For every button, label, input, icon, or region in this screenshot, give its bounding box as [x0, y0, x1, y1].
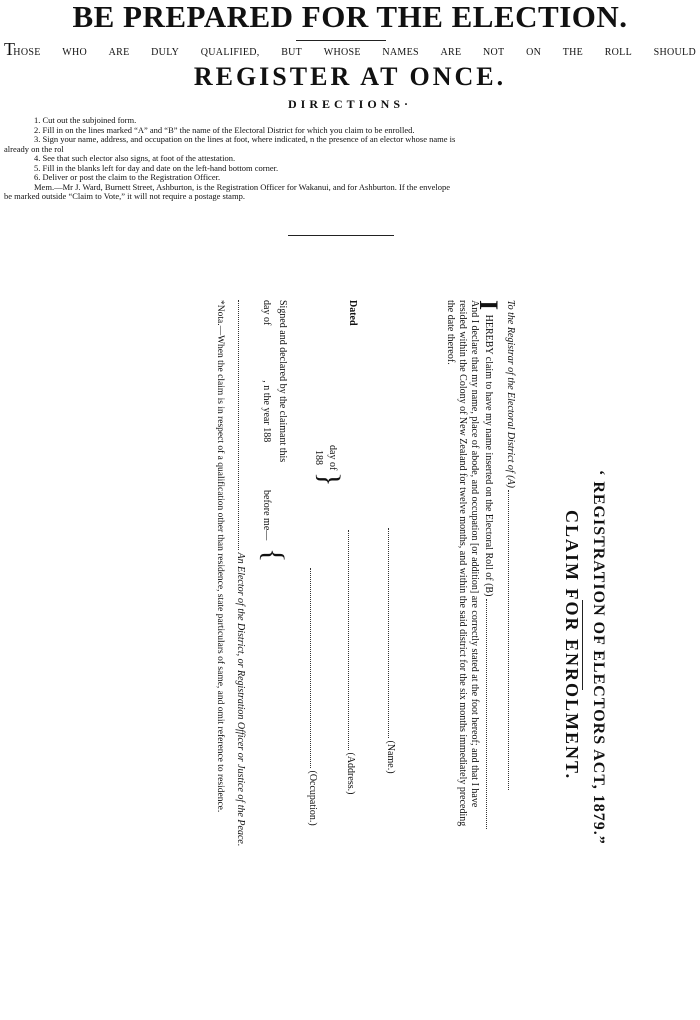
subhead-word: ON	[526, 47, 542, 58]
day-of-label: day of	[327, 445, 338, 471]
subhead-word: DULY	[151, 47, 180, 58]
subhead-word: THE	[562, 47, 584, 58]
brace-icon: {	[257, 548, 290, 563]
subhead-word: WHO	[62, 47, 88, 58]
to-registrar-text: To the Registrar of the Electoral District of (A)	[505, 300, 516, 488]
district-a-field[interactable]	[508, 490, 509, 790]
subhead-word: SHOULD	[653, 47, 696, 58]
day-of-text: day of	[261, 300, 272, 326]
directions-title: DIRECTIONS·	[287, 97, 413, 111]
initial-letter: I	[474, 300, 503, 311]
elector-label: An Elector of the District, or Registration Officer or Justice of the Peace.	[235, 552, 246, 847]
direction-item: 6. Deliver or post the claim to the Registration Officer.	[34, 172, 221, 182]
subhead-word: ARE	[440, 47, 462, 58]
subhead-word: THOSE	[4, 39, 41, 59]
elector-line	[234, 300, 246, 846]
direction-item: 1. Cut out the subjoined form.	[34, 115, 137, 125]
subheadline	[4, 39, 696, 59]
occupation-line	[306, 568, 318, 826]
register-heading: REGISTER AT ONCE.	[193, 62, 507, 91]
claim-body-line: resided within the Colony of New Zealand for twelve months, and within the said district for the six months immediately preceding	[457, 300, 468, 827]
claim-form	[86, 300, 606, 1020]
directions-list	[4, 116, 696, 202]
elector-signature-field[interactable]	[238, 300, 239, 550]
subhead-word: BUT	[281, 47, 303, 58]
direction-item: 3. Sign your name, address, and occupation on the lines at foot, where indicated, n the presence of an elector whose name is	[34, 134, 456, 144]
subhead-word: WHOSE	[323, 47, 361, 58]
divider	[296, 40, 386, 41]
direction-item: 4. See that such elector also signs, at foot of the attestation.	[34, 153, 236, 163]
nota-footnote: *Nota.—When the claim is in respect of a qualification other than residence, state particulars of same, and omit reference to residence.	[215, 300, 225, 813]
subhead-word: ARE	[108, 47, 130, 58]
year-label: 188	[313, 450, 324, 465]
address-field[interactable]	[348, 530, 349, 750]
headline: BE PREPARED FOR THE ELECTION.	[72, 0, 628, 34]
district-b-field[interactable]	[486, 599, 487, 829]
occupation-field[interactable]	[310, 568, 311, 768]
direction-item: already on the rol	[4, 143, 64, 154]
name-label: (Name.)	[385, 740, 396, 774]
memo-line: be marked outside “Claim to Vote,” it will not require a postage stamp.	[4, 191, 245, 201]
claim-body-line: the date thereof.	[445, 300, 456, 365]
claim-text: HEREBY claim to have my name inserted on the Electoral Roll of (B)	[483, 314, 494, 597]
before-me-label: before me—	[261, 490, 272, 541]
subhead-word: QUALIFIED,	[200, 47, 260, 58]
section-divider	[288, 235, 394, 236]
name-line	[384, 528, 396, 774]
title-rule	[582, 600, 583, 690]
dated-label: Dated	[347, 300, 358, 326]
in-the-year-text: , n the year 188	[261, 380, 272, 443]
brace-icon: }	[313, 472, 346, 487]
address-label: (Address.)	[345, 752, 356, 795]
direction-item: 2. Fill in on the lines marked “A” and “B” the name of the Electoral District for which you claim to be enrolled.	[34, 124, 415, 135]
to-registrar-line	[504, 300, 516, 790]
name-field[interactable]	[388, 528, 389, 738]
claim-title: CLAIM FOR ENROLMENT.	[562, 510, 582, 781]
memo-line: Mem.—Mr J. Ward, Burnett Street, Ashburton, is the Registration Officer for Wakanui, and for Ashburton. If the envelope	[34, 181, 450, 192]
subhead-word: ROLL	[604, 47, 632, 58]
drop-cap: T	[4, 39, 16, 59]
act-title: ‘ REGISTRATION OF ELECTORS ACT, 1879.”	[590, 470, 607, 845]
claim-body-line: And I declare that my name, place of abode, and occupation [or addition] are correctly stated at the foot hereof; and that I have	[469, 300, 480, 808]
occupation-label: (Occupation.)	[307, 770, 318, 826]
day-of-year-line	[260, 300, 272, 442]
subhead-word: NOT	[483, 47, 505, 58]
address-line	[344, 530, 356, 794]
direction-item: 5. Fill in the blanks left for day and date on the left-hand bottom corner.	[34, 162, 279, 173]
subhead-word: NAMES	[382, 47, 419, 58]
signed-declaration: Signed and declared by the claimant this	[277, 300, 288, 463]
